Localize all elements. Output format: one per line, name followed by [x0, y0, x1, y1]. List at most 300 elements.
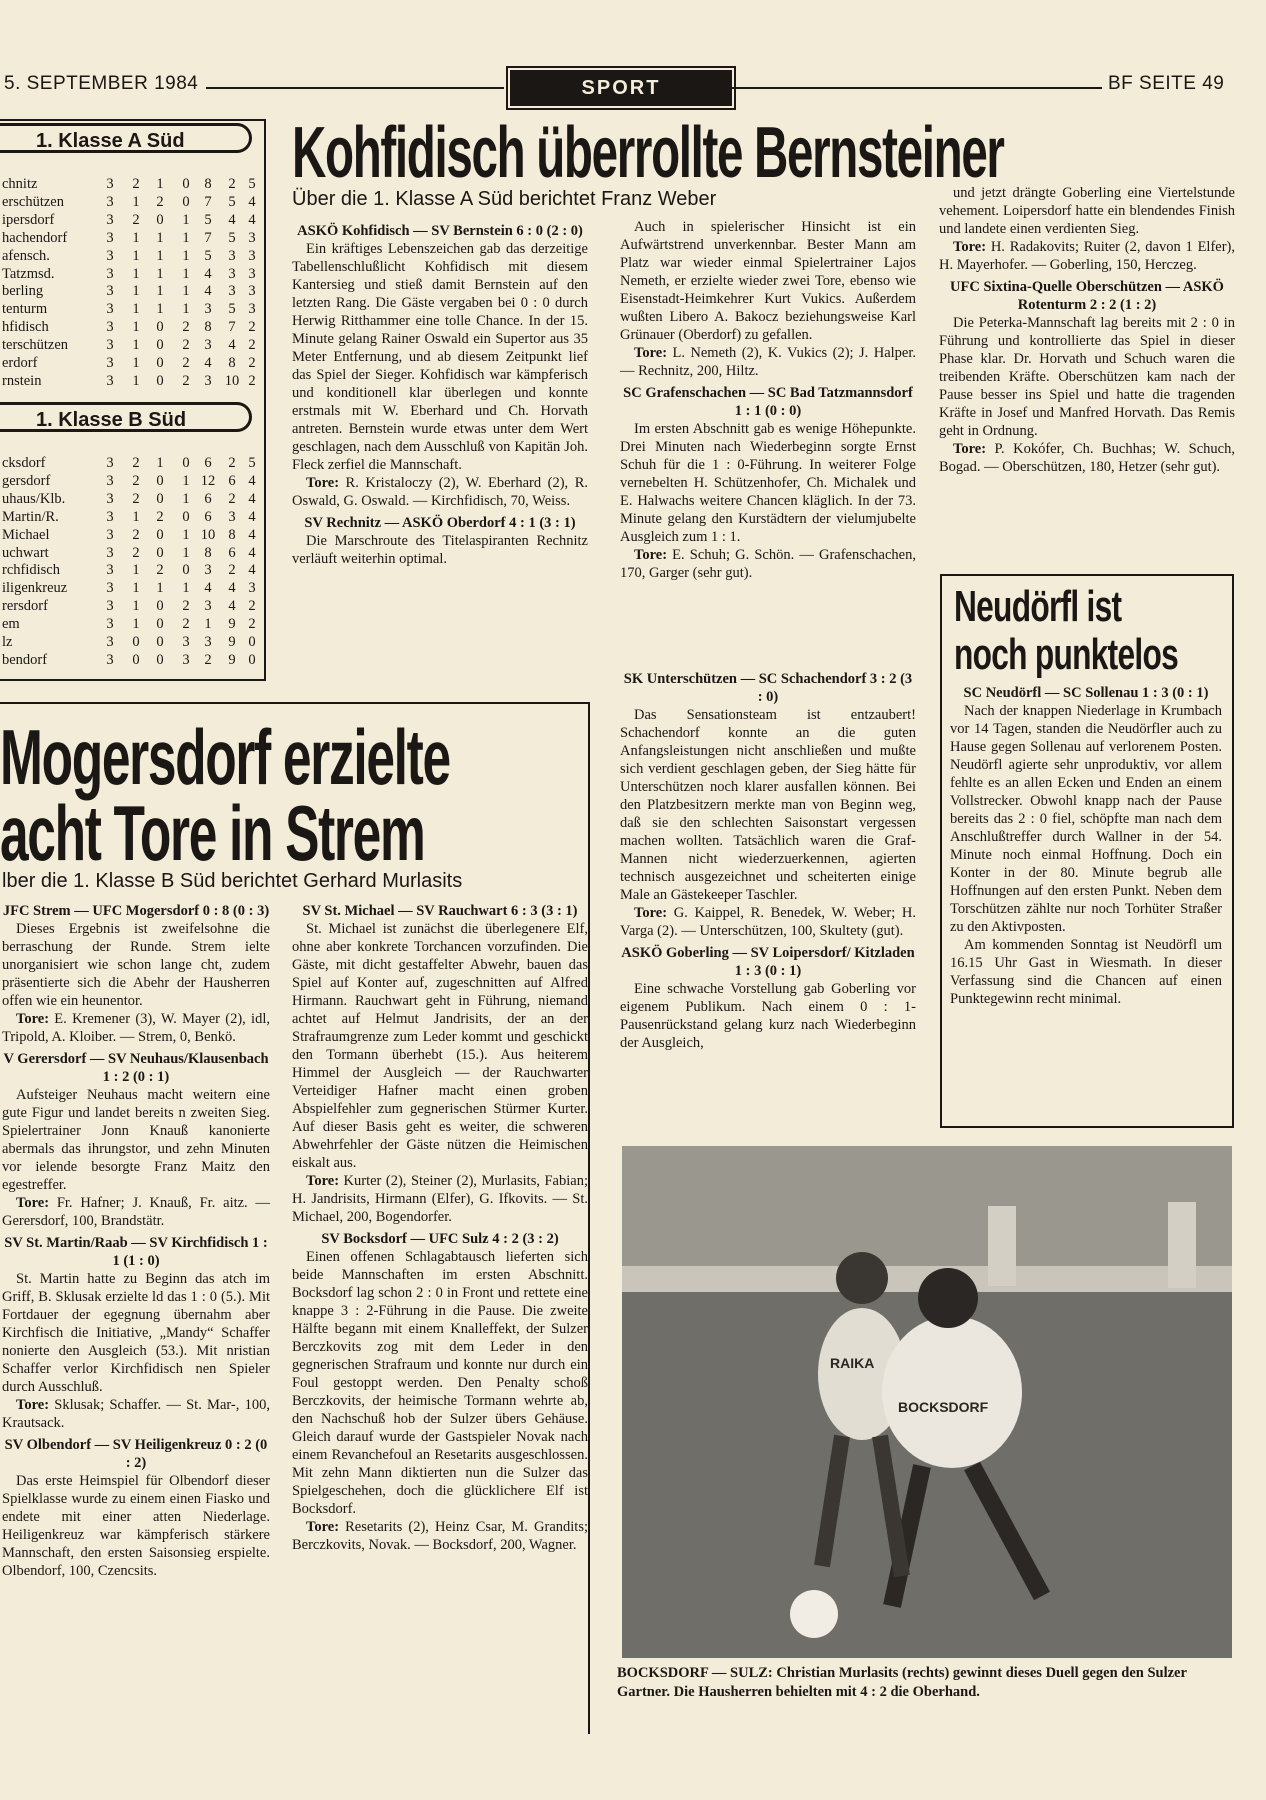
table-cell: 3	[106, 526, 114, 543]
paragraph: und jetzt drängte Goberling eine Viertelstunde vehement. Loipersdorf hatte ein blendendes Finish und landete einen verdienten Sieg.	[939, 185, 1235, 237]
scorers-text: E. Kremener (3), W. Mayer (2), idl, Tripold, A. Kloiber. — Strem, 0, Benkö.	[2, 1011, 270, 1045]
table-cell: 6	[204, 455, 212, 471]
table-cell: 1	[182, 211, 190, 228]
table-cell: 3	[228, 265, 236, 282]
table-cell: 3	[106, 562, 114, 579]
table-cell: 1	[156, 580, 164, 597]
table-cell: 0	[156, 651, 164, 668]
byline-story1: Über die 1. Klasse A Süd berichtet Franz Weber	[292, 188, 717, 210]
team-name: erdorf	[2, 355, 38, 371]
table-row	[0, 597, 262, 615]
scorers-line	[292, 474, 588, 510]
table-cell: 3	[106, 229, 114, 246]
table-cell: 7	[204, 193, 212, 210]
table-cell: 1	[204, 616, 212, 633]
table-cell: 3	[248, 283, 256, 300]
table-cell: 3	[106, 319, 114, 336]
table-cell: 0	[156, 616, 164, 633]
table-cell: 2	[156, 193, 164, 210]
table-cell: 1	[132, 319, 140, 336]
table-cell: 4	[248, 193, 256, 210]
table-cell: 3	[204, 598, 212, 615]
table-cell: 2	[248, 319, 256, 336]
table-cell: 2	[182, 598, 190, 615]
table-row	[0, 282, 262, 300]
team-name: uhaus/Klb.	[2, 490, 66, 507]
table-cell: 4	[248, 544, 256, 561]
scorers-label: Tore:	[306, 1519, 340, 1535]
team-name: Tatzmsd.	[2, 265, 55, 282]
table-cell: 1	[156, 265, 164, 282]
table-cell: 1	[132, 508, 140, 525]
paragraph: Nach der knappen Niederlage in Krumbach vor 14 Tagen, standen die Neudörfler auch zu Hause gegen Sollenau auf verlorenem Posten. Neudörfl agierte sehr unproduktiv, vor allem fehlte es an allen Ecken und Enden an einem Vollstrecker. Obwohl knapp nach der Pause bereits das 2 : 0 fiel, schöpfte man nach dem Anschlußtreffer durch Wallner in der 54. Minute noch einmal Hoffnung. Doch ein Konter in der 80. Minute begrub alle Hoffnungen auf den ersten Punkt. Neben dem Torschützen zählte nur noch Torhüter Straßer zu den Aktivposten.	[950, 703, 1222, 935]
table-cell: 2	[182, 616, 190, 633]
byline-story2: lber die 1. Klasse B Süd berichtet Gerhard Murlasits	[2, 870, 463, 892]
table-row	[0, 318, 262, 336]
match-photo	[622, 1146, 1232, 1658]
team-name: em	[2, 616, 20, 633]
table-cell: 3	[248, 229, 256, 246]
table-cell: 0	[156, 472, 164, 489]
table-cell: 3	[228, 247, 236, 264]
scorers-text: P. Kokófer, Ch. Buchhas; W. Schuch, Bogad. — Oberschützen, 180, Hetzer (sehr gut).	[939, 441, 1235, 475]
team-name: lz	[2, 634, 13, 650]
headline-neudoerfl-1: Neudörfl ist	[954, 582, 1122, 631]
table-cell: 4	[248, 508, 256, 525]
team-name: Michael	[2, 526, 50, 543]
table-cell: 3	[106, 455, 114, 471]
player-left-head	[836, 1252, 888, 1304]
paragraph: Die Marschroute des Titelaspiranten Rechnitz verläuft weiterhin optimal.	[292, 533, 588, 567]
table-cell: 4	[248, 211, 256, 228]
table-row	[0, 265, 262, 283]
paragraph: St. Michael ist zunächst die überlegenere Elf, ohne aber konkrete Torchancen vorzufinden. Die Gäste, mit dicht gestaffelter Abwehr, bauen das Spiel auf Konter auf, zugeschnitten auf Alfred Hirmann. Rauchwart geht in Führung, niemand achtet auf Helmut Jandrisits, der an der Strafraumgrenze zum Leder kommt und geschickt den Tormann überhebt (15.). Aus heiterem Himmel der Ausgleich — der Rauchwarter Verteidiger Hafner macht einen groben Abspielfehler zum gegnerischen Stürmer Kurter. Auf dieser Basis geht es weiter, die schweren Abwehrfehler der Gäste nützen die Heimischen eiskalt aus.	[292, 921, 588, 1171]
table-cell: 6	[204, 508, 212, 525]
scorers-label: Tore:	[953, 441, 987, 457]
table-cell: 2	[156, 508, 164, 525]
table-cell: 3	[248, 301, 256, 318]
team-name: erschützen	[2, 193, 64, 210]
table-cell: 4	[228, 598, 236, 615]
table-cell: 3	[106, 301, 114, 318]
table-cell: 2	[132, 490, 140, 507]
scorers-line	[939, 238, 1235, 274]
paragraph: Eine schwache Vorstellung gab Goberling vor eigenem Publikum. Nach einem 0 : 1-Pausenrückstand gelang kurz nach Wiederbeginn der Ausgleich,	[620, 981, 916, 1051]
table-cell: 3	[106, 265, 114, 282]
table-cell: 3	[106, 211, 114, 228]
paragraph: St. Martin hatte zu Beginn das atch im Griff, B. Sklusak erzielte ld das 1 : 0 (5.). Mit Fortdauer der egegnung übernahm aber Kirchfisch die Initiative, „Mandy“ Schaffer nonierte den Ausgleich (53.). Mit nristian Schaffer verlor Kirchfidisch nen Spieler durch Ausschluß.	[2, 1271, 270, 1395]
table-cell: 0	[182, 455, 190, 471]
table-cell: 1	[132, 616, 140, 633]
table-cell: 2	[132, 455, 140, 471]
header-rule-right	[732, 87, 1102, 89]
scorers-label: Tore:	[306, 1173, 340, 1189]
scorers-line	[2, 1194, 270, 1230]
table-cell: 0	[156, 490, 164, 507]
table-cell: 2	[248, 355, 256, 371]
table-cell: 5	[204, 211, 212, 228]
paragraph: Ein kräftiges Lebenszeichen gab das derzeitige Tabellenschlußlicht Kohfidisch mit diesem Kantersieg und stieß damit Bernstein auf den letzten Rang. Die Gäste vergaben bei 0 : 0 durch Herwig Ritthammer eine tolle Chance. In der 15. Minute gelang Rainer Oswald ein Supertor aus 35 Meter Entfernung, und ab diesem Zeitpunkt lief das Spiel der Sieger. Kohfidisch war kämpferisch und konditionell klar überlegen und konnte erstmals mit W. Eberhard und Ch. Horvath antreten. Bernstein wurde etwas unter dem Wert geschlagen, nach dem Ausschluß von Kapitän Joh. Fleck zerfiel die Mannschaft.	[292, 241, 588, 473]
team-name: iligenkreuz	[2, 580, 68, 597]
table-row	[0, 526, 262, 544]
story2-column-3	[620, 666, 916, 1052]
table-cell: 1	[132, 301, 140, 318]
scorers-label: Tore:	[16, 1011, 50, 1027]
table-row	[0, 651, 262, 669]
player-right-shirt	[882, 1316, 1022, 1468]
photo-caption: BOCKSDORF — SULZ: Christian Murlasits (rechts) gewinnt dieses Duell gegen den Sulzer Gartner. Die Hausherren behielten mit 4 : 2 die Oberhand.	[617, 1665, 1187, 1700]
table-cell: 0	[132, 651, 140, 668]
team-name: gersdorf	[2, 472, 51, 489]
team-name: terschützen	[2, 337, 69, 354]
table-title: 1. Klasse A Süd	[0, 123, 252, 153]
paragraph: Einen offenen Schlagabtausch lieferten sich beide Mannschaften im ersten Abschnitt. Bocksdorf lag schon 2 : 0 in Front und rettete eine knappe 3 : 2-Führung in die Pause. Die zweite Hälfte begann mit einem Knalleffekt, der Sulzer Berczkovits zog mit dem Leder in den gegnerischen Strafraum und konnte nur durch ein Foul gestoppt werden. Den Penalty schoß Berczkovits, der heimische Tormann wehrte ab, den Nachschuß hob der Sulzer übers Gehäuse. Gleich darauf wurde der Gastspieler Novak nach einem Revanchefoul an Resetarits ausgeschlossen. Mit zehn Mann diktierten nun die Sulzer das Spielgeschehen, doch die glücklichere Elf ist Bocksdorf.	[292, 1249, 588, 1517]
table-cell: 1	[182, 229, 190, 246]
page-number: BF SEITE 49	[1108, 73, 1225, 94]
table-cell: 6	[228, 544, 236, 561]
team-name: rersdorf	[2, 598, 48, 615]
issue-date: 5. SEPTEMBER 1984	[4, 73, 199, 94]
table-cell: 1	[132, 598, 140, 615]
scorers-text: Kurter (2), Steiner (2), Murlasits, Fabian; H. Jandrisits, Hirmann (Elfer), G. Ifkovits. — St. Michael, 200, Bogendorfer.	[292, 1173, 588, 1225]
table-cell: 2	[228, 562, 236, 579]
table-cell: 12	[200, 472, 216, 489]
table-row	[0, 561, 262, 579]
table-cell: 9	[228, 616, 236, 633]
scorers-text: Sklusak; Schaffer. — St. Mar-, 100, Krautsack.	[2, 1397, 270, 1431]
table-cell: 3	[106, 651, 114, 668]
team-name: Martin/R.	[2, 508, 59, 525]
football	[790, 1590, 838, 1638]
table-cell: 3	[106, 372, 114, 389]
table-cell: 3	[182, 634, 190, 650]
table-cell: 1	[156, 283, 164, 300]
scorers-line	[292, 1172, 588, 1226]
background-player-1	[988, 1206, 1016, 1286]
match-heading: ASKÖ Kohfidisch — SV Bernstein 6 : 0 (2 : 0)	[297, 223, 583, 239]
team-name: hfidisch	[2, 319, 49, 336]
scorers-text: Resetarits (2), Heinz Csar, M. Grandits; Berczkovits, Novak. — Bocksdorf, 200, Wagner.	[292, 1519, 588, 1553]
story1-column-2	[620, 218, 916, 582]
background-player-2	[1168, 1202, 1196, 1288]
table-cell: 2	[248, 337, 256, 354]
paragraph: Auch in spielerischer Hinsicht ist ein Aufwärtstrend unverkennbar. Bester Mann am Platz war wieder einmal Spielertrainer Lajos Nemeth, er erzielte wieder zwei Tore, ebenso wie Eisenstadt-Heimkehrer Kurt Vukics. Außerdem wußten Libero A. Bakocz beziehungsweise Karl Grünauer (Oberdorf) zu gefallen.	[620, 219, 916, 343]
table-cell: 2	[248, 598, 256, 615]
table-row	[0, 472, 262, 490]
table-cell: 3	[248, 247, 256, 264]
table-cell: 3	[248, 265, 256, 282]
match-heading: SV Olbendorf — SV Heiligenkreuz 0 : 2 (0 : 2)	[4, 1437, 268, 1471]
story2-column-2	[292, 898, 588, 1554]
scorers-label: Tore:	[634, 547, 668, 563]
story3-body	[950, 680, 1222, 1008]
table-cell: 1	[132, 247, 140, 264]
table-cell: 2	[156, 562, 164, 579]
headline-mogersdorf-1: Mogersdorf erzielte	[0, 713, 450, 801]
team-name: rnstein	[2, 372, 42, 389]
table-cell: 0	[248, 651, 256, 668]
shirt-text-bocksdorf: BOCKSDORF	[898, 1399, 989, 1415]
table-cell: 3	[106, 247, 114, 264]
table-cell: 2	[132, 211, 140, 228]
table-cell: 3	[106, 490, 114, 507]
table-cell: 0	[182, 562, 190, 579]
table-cell: 0	[248, 634, 256, 650]
team-name: berling	[2, 283, 44, 300]
match-heading: SV St. Michael — SV Rauchwart 6 : 3 (3 : 1)	[302, 903, 578, 919]
table-cell: 0	[156, 526, 164, 543]
story1-column-1	[292, 218, 588, 568]
table-cell: 3	[106, 544, 114, 561]
table-cell: 2	[248, 372, 256, 389]
scorers-label: Tore:	[16, 1397, 50, 1413]
table-cell: 8	[228, 526, 236, 543]
table-row	[0, 544, 262, 562]
table-cell: 3	[106, 193, 114, 210]
table-cell: 3	[106, 355, 114, 371]
match-heading: SV St. Martin/Raab — SV Kirchfidisch 1 : 1 (1 : 0)	[4, 1235, 268, 1269]
table-cell: 3	[228, 508, 236, 525]
scorers-line	[292, 1518, 588, 1554]
table-cell: 4	[204, 355, 212, 371]
table-row	[0, 490, 262, 508]
table-cell: 8	[204, 319, 212, 336]
match-heading: SK Unterschützen — SC Schachendorf 3 : 2 (3 : 0)	[623, 671, 913, 705]
table-cell: 3	[204, 562, 212, 579]
match-heading: V Gerersdorf — SV Neuhaus/Klausenbach 1 : 2 (0 : 1)	[3, 1051, 269, 1085]
table-cell: 5	[248, 176, 256, 192]
table-cell: 1	[132, 229, 140, 246]
paragraph: Aufsteiger Neuhaus macht weitern eine gute Figur und landet bereits n zweiten Sieg. Spielertrainer Jonn Knauß kanonierte abermals das ihrungstor, und zehn Minuten vor ielende besorgte Franz Maitz den egestreffer.	[2, 1087, 270, 1193]
table-cell: 2	[228, 455, 236, 471]
scorers-label: Tore:	[634, 345, 668, 361]
table-cell: 1	[182, 544, 190, 561]
scorers-line	[620, 344, 916, 380]
table-cell: 5	[228, 193, 236, 210]
match-heading: ASKÖ Goberling — SV Loipersdorf/ Kitzladen 1 : 3 (0 : 1)	[621, 945, 915, 979]
table-row	[0, 247, 262, 265]
paragraph: Am kommenden Sonntag ist Neudörfl um 16.15 Uhr Gast in Wiesmath. In dieser Verfassung sind die Chancen auf einen Punktegewinn recht minimal.	[950, 937, 1222, 1007]
table-cell: 0	[156, 598, 164, 615]
table-cell: 0	[156, 337, 164, 354]
table-cell: 2	[132, 544, 140, 561]
team-name: bendorf	[2, 651, 48, 668]
table-cell: 2	[204, 651, 212, 668]
table-cell: 1	[182, 526, 190, 543]
table-cell: 3	[106, 176, 114, 192]
table-cell: 1	[132, 193, 140, 210]
table-cell: 6	[204, 490, 212, 507]
headline-kohfidisch: Kohfidisch überrollte Bernsteiner	[292, 113, 1004, 193]
scorers-text: L. Nemeth (2), K. Vukics (2); J. Halper. — Rechnitz, 200, Hiltz.	[620, 345, 916, 379]
table-cell: 1	[182, 283, 190, 300]
table-cell: 3	[106, 337, 114, 354]
table-cell: 4	[228, 211, 236, 228]
table-cell: 0	[156, 211, 164, 228]
team-name: afensch.	[2, 247, 50, 264]
headline-neudoerfl-2: noch punktelos	[954, 630, 1179, 679]
player-right-head	[918, 1268, 978, 1328]
table-cell: 1	[156, 247, 164, 264]
table-cell: 10	[200, 526, 216, 543]
match-heading: SV Rechnitz — ASKÖ Oberdorf 4 : 1 (3 : 1)	[304, 515, 576, 531]
table-row	[0, 354, 262, 372]
table-row	[0, 175, 262, 193]
team-name: uchwart	[2, 544, 49, 561]
table-cell: 0	[132, 634, 140, 650]
table-row	[0, 300, 262, 318]
table-cell: 1	[182, 472, 190, 489]
table-cell: 1	[132, 265, 140, 282]
photo-background-trees	[622, 1146, 1232, 1266]
team-name: rchfidisch	[2, 562, 60, 579]
scorers-label: Tore:	[953, 239, 987, 255]
table-cell: 2	[182, 337, 190, 354]
league-tables	[0, 119, 266, 681]
match-photo-svg	[622, 1146, 1232, 1658]
table-cell: 2	[182, 355, 190, 371]
scorers-label: Tore:	[634, 905, 668, 921]
table-cell: 3	[228, 283, 236, 300]
scorers-text: H. Radakovits; Ruiter (2, davon 1 Elfer), H. Mayerhofer. — Goberling, 150, Herczeg.	[939, 239, 1235, 273]
table-cell: 1	[182, 301, 190, 318]
table-cell: 0	[156, 634, 164, 650]
table-cell: 3	[106, 580, 114, 597]
table-cell: 0	[156, 544, 164, 561]
table-cell: 2	[228, 490, 236, 507]
table-cell: 1	[132, 337, 140, 354]
table-cell: 5	[228, 301, 236, 318]
headline-mogersdorf-2: acht Tore in Strem	[0, 789, 425, 877]
table-title: 1. Klasse B Süd	[0, 402, 252, 432]
table-row	[0, 229, 262, 247]
scorers-line	[620, 904, 916, 940]
paragraph: Im ersten Abschnitt gab es wenige Höhepunkte. Drei Minuten nach Wiederbeginn sorgte Ernst Schuh für die 1 : 0-Führung. In weiterer Folge vernebelten H. Schützenhofer, Ch. Michalek und E. Halwachs weitere Chancen kläglich. In der 73. Minute gelang den Kurstädtern der vielumjubelte Ausgleich zum 1 : 1.	[620, 421, 916, 545]
table-cell: 1	[156, 455, 164, 471]
table-cell: 2	[132, 526, 140, 543]
match-heading: SC Neudörfl — SC Sollenau 1 : 3 (0 : 1)	[963, 685, 1209, 701]
scorers-line	[620, 546, 916, 582]
scorers-label: Tore:	[16, 1195, 50, 1211]
table-cell: 2	[228, 176, 236, 192]
scorers-line	[2, 1010, 270, 1046]
scorers-text: E. Schuh; G. Schön. — Grafenschachen, 170, Garger (sehr gut).	[620, 547, 916, 581]
table-cell: 0	[156, 355, 164, 371]
paragraph: Die Peterka-Mannschaft lag bereits mit 2 : 0 in Führung und kontrollierte das Spiel in dieser Phase klar. Dr. Horvath und Schuch waren die treibenden Kräfte. Oberschützen kam nach der Pause besser ins Spiel und hatte die tragenden Kräfte in Josef und Manfred Horvath. Das Remis geht in Ordnung.	[939, 315, 1235, 439]
match-heading: JFC Strem — UFC Mogersdorf 0 : 8 (0 : 3)	[2, 903, 270, 919]
table-cell: 3	[106, 472, 114, 489]
table-cell: 4	[248, 490, 256, 507]
table-cell: 0	[182, 176, 190, 192]
table-cell: 0	[156, 372, 164, 389]
paragraph: Das erste Heimspiel für Olbendorf dieser Spielklasse wurde zu einem einen Fiasko und endete mit einer atten Niederlage. Heiligenkreuz war kämpferisch stärkere Mannschaft, den ersten Saisonsieg erspielte. Olbendorf, 100, Czencsits.	[2, 1473, 270, 1579]
scorers-line	[939, 440, 1235, 476]
match-heading: SC Grafenschachen — SC Bad Tatzmannsdorf 1 : 1 (0 : 0)	[623, 385, 913, 419]
scorers-text: Fr. Hafner; J. Knauß, Fr. aitz. — Gerersdorf, 100, Brandstätr.	[2, 1195, 270, 1229]
table-cell: 5	[248, 455, 256, 471]
table-cell: 0	[156, 319, 164, 336]
scorers-text: G. Kaippel, R. Benedek, W. Weber; H. Varga (2). — Unterschützen, 100, Skultety (gut).	[620, 905, 916, 939]
paragraph: Das Sensationsteam ist entzaubert! Schachendorf konnte an die guten Anfangsleistungen nicht anschließen und mußte sich verdient geschlagen geben, der Sieg hätte für Unterschützen noch klarer ausfallen können. Bei den Platzbesitzern merkte man von Beginn weg, daß sie den schlechten Saisonstart vergessen machen wollten. Tatsächlich waren die Graf-Mannen nicht wiederzuerkennen, agierten technisch ausgezeichnet und scheiterten einige Male an Gästekeeper Taschler.	[620, 707, 916, 903]
table-cell: 3	[106, 598, 114, 615]
table-cell: 5	[228, 229, 236, 246]
table-cell: 4	[204, 265, 212, 282]
table-cell: 1	[132, 283, 140, 300]
table-cell: 1	[156, 301, 164, 318]
story2-column-1	[2, 898, 270, 1580]
table-cell: 2	[132, 176, 140, 192]
table-cell: 0	[182, 508, 190, 525]
table-cell: 4	[248, 526, 256, 543]
table-cell: 0	[182, 193, 190, 210]
shirt-text-raika: RAIKA	[830, 1355, 875, 1371]
paragraph: Dieses Ergebnis ist zweifelsohne die berraschung der Runde. Strem ielte unorganisiert wie schon lange cht, zudem präsentierte sich die Abehr der Hausherren offen wie ein heunentor.	[2, 921, 270, 1009]
match-heading: SV Bocksdorf — UFC Sulz 4 : 2 (3 : 2)	[321, 1231, 559, 1247]
scorers-label: Tore:	[306, 475, 340, 491]
header-rule-left	[206, 87, 504, 89]
table-cell: 1	[156, 176, 164, 192]
table-cell: 4	[248, 472, 256, 489]
table-cell: 8	[228, 355, 236, 371]
table-cell: 1	[182, 580, 190, 597]
table-row	[0, 508, 262, 526]
table-cell: 3	[204, 301, 212, 318]
table-cell: 3	[106, 283, 114, 300]
table-cell: 2	[132, 472, 140, 489]
team-name: tenturm	[2, 301, 48, 318]
table-cell: 2	[182, 372, 190, 389]
table-cell: 3	[204, 634, 212, 650]
table-cell: 1	[132, 580, 140, 597]
table-cell: 1	[182, 490, 190, 507]
table-cell: 4	[228, 337, 236, 354]
table-cell: 2	[182, 319, 190, 336]
table-cell: 10	[224, 372, 240, 389]
table-cell: 1	[132, 562, 140, 579]
table-cell: 3	[182, 651, 190, 668]
table-cell: 3	[106, 616, 114, 633]
table-row	[0, 579, 262, 597]
table-cell: 3	[106, 508, 114, 525]
table-cell: 2	[248, 616, 256, 633]
table-cell: 9	[228, 651, 236, 668]
table-cell: 1	[156, 229, 164, 246]
table-cell: 5	[204, 247, 212, 264]
team-name: cksdorf	[2, 455, 46, 471]
table-row	[0, 633, 262, 651]
section-label: SPORT	[510, 70, 732, 106]
table-cell: 1	[182, 265, 190, 282]
table-cell: 4	[204, 283, 212, 300]
table-cell: 8	[204, 544, 212, 561]
team-name: hachendorf	[2, 229, 68, 246]
table-cell: 3	[248, 580, 256, 597]
table-cell: 3	[204, 372, 212, 389]
table-row	[0, 454, 262, 472]
table-cell: 8	[204, 176, 212, 192]
table-row	[0, 615, 262, 633]
table-cell: 4	[204, 580, 212, 597]
story1-column-3	[939, 184, 1235, 476]
table-cell: 1	[182, 247, 190, 264]
table-cell: 4	[248, 562, 256, 579]
table-cell: 1	[132, 355, 140, 371]
table-cell: 7	[228, 319, 236, 336]
table-cell: 3	[106, 634, 114, 650]
table-row	[0, 336, 262, 354]
scorers-line	[2, 1396, 270, 1432]
scorers-text: R. Kristaloczy (2), W. Eberhard (2), R. Oswald, G. Oswald. — Kirchfidisch, 70, Weiss.	[292, 475, 588, 509]
